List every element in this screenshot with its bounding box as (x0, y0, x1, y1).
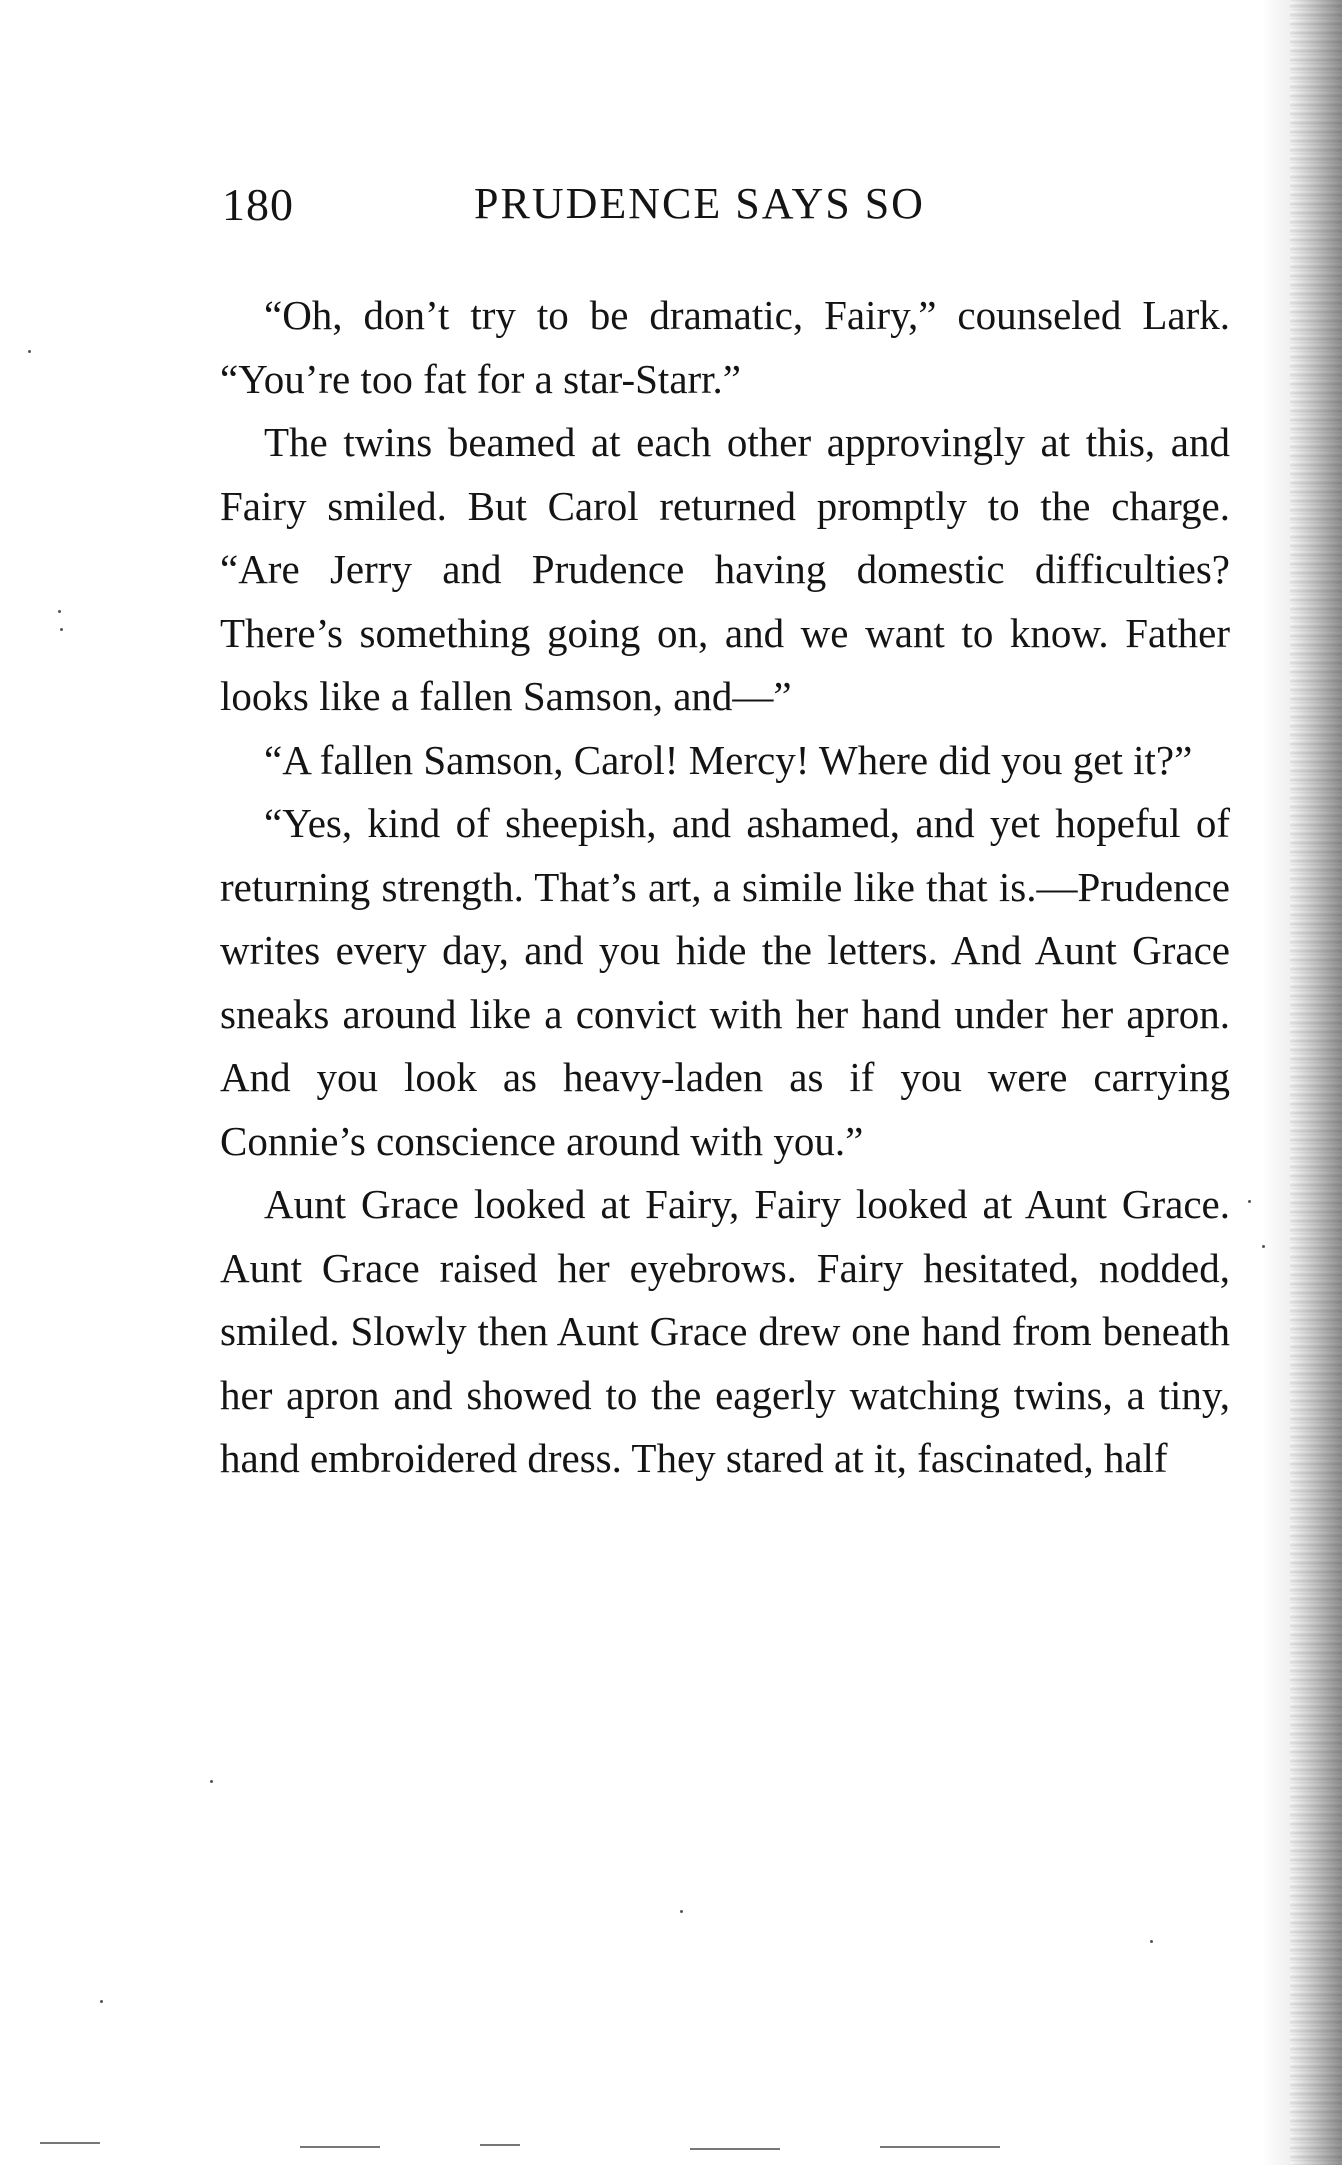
page-edge-scan (1290, 0, 1342, 2165)
running-head (222, 178, 1232, 238)
scan-speck (28, 350, 31, 353)
scan-mark (690, 2148, 780, 2150)
scan-speck (1262, 1245, 1265, 1248)
paragraph: “Oh, don’t try to be dramatic, Fairy,” counseled Lark. “You’re too fat for a star-Starr.” (220, 292, 1230, 402)
page-number: 180 (222, 179, 294, 230)
scan-mark (40, 2142, 100, 2144)
page-edge-shadow (1262, 0, 1290, 2165)
scan-speck (100, 2000, 103, 2003)
scan-speck (1150, 1940, 1153, 1943)
scan-speck (1248, 1200, 1251, 1203)
scan-speck (680, 1910, 683, 1913)
paragraph: Aunt Grace looked at Fairy, Fairy looked at Aunt Grace. Aunt Grace raised her eyebrows. Fairy hesitated, nodded, smiled. Slowly then Aunt Grace drew one hand from beneath her apron and showed to the eagerly watching twins, a tiny, hand embroidered dress. They stared at it, fascinated, half (220, 1181, 1230, 1481)
scan-mark (480, 2144, 520, 2146)
scan-speck (210, 1780, 213, 1783)
scan-mark (880, 2146, 1000, 2148)
scan-speck (58, 610, 61, 613)
scan-speck (60, 628, 63, 631)
paragraph: “Yes, kind of sheepish, and ashamed, and yet hopeful of returning strength. That’s art, a simile like that is.—Prudence writes every day, and you hide the letters. And Aunt Grace sneaks around like a convict with her hand under her apron. And you look as heavy-laden as if you were carrying Connie’s conscience around with you.” (220, 800, 1230, 1164)
body-text (220, 284, 1230, 1491)
paragraph: The twins beamed at each other approvingly at this, and Fairy smiled. But Carol returned promptly to the charge. “Are Jerry and Prudence having domestic difficulties? There’s something going on, and we want to know. Father looks like a fallen Samson, and—” (220, 419, 1230, 719)
paragraph: “A fallen Samson, Carol! Mercy! Where did you get it?” (264, 736, 1193, 783)
running-title: PRUDENCE SAYS SO (474, 179, 925, 228)
scan-mark (300, 2146, 380, 2148)
